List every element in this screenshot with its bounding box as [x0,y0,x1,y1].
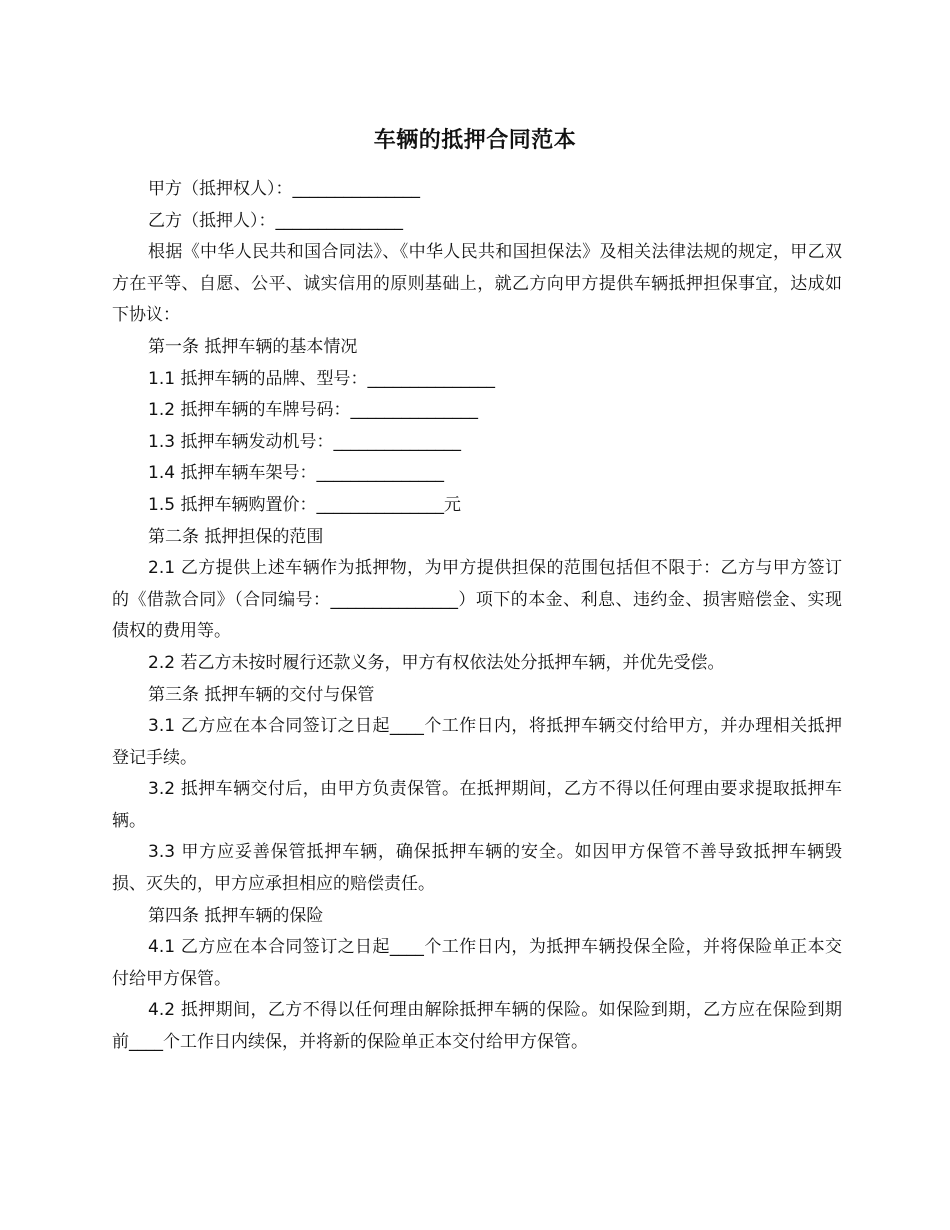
clause-3-3: 3.3 甲方应妥善保管抵押车辆，确保抵押车辆的安全。如因甲方保管不善导致抵押车辆毁损、灭失的，甲方应承担相应的赔偿责任。 [112,842,842,895]
clause-1-2: 1.2 抵押车辆的车牌号码：_______________ [148,400,478,421]
clause-3-1: 3.1 乙方应在本合同签订之日起____个工作日内，将抵押车辆交付给甲方，并办理相关抵押登记手续。 [112,716,842,768]
article-1-heading: 第一条 抵押车辆的基本情况 [148,336,358,357]
clause-2-1: 2.1 乙方提供上述车辆作为抵押物，为甲方提供担保的范围包括但不限于：乙方与甲方签订的《借款合同》（合同编号：_______________）项下的本金、利息、违约金、损害赔偿金、实现债权的费用等。 [112,558,842,642]
article-4-heading: 第四条 抵押车辆的保险 [148,905,324,926]
clause-1-4: 1.4 抵押车辆车架号：_______________ [148,463,444,484]
party-b-line: 乙方（抵押人）：_______________ [148,210,403,231]
article-3-heading: 第三条 抵押车辆的交付与保管 [148,684,375,705]
document-title: 车辆的抵押合同范本 [373,128,577,153]
preamble-paragraph: 根据《中华人民共和国合同法》、《中华人民共和国担保法》及相关法律法规的规定，甲乙双方在平等、自愿、公平、诚实信用的原则基础上，就乙方向甲方提供车辆抵押担保事宜，达成如下协议： [112,242,842,326]
article-2-heading: 第二条 抵押担保的范围 [148,526,324,547]
clause-4-2: 4.2 抵押期间，乙方不得以任何理由解除抵押车辆的保险。如保险到期，乙方应在保险到期前____个工作日内续保，并将新的保险单正本交付给甲方保管。 [112,1000,842,1053]
document-body [112,174,842,1059]
clause-3-2: 3.2 抵押车辆交付后，由甲方负责保管。在抵押期间，乙方不得以任何理由要求提取抵押车辆。 [112,779,842,831]
clause-1-5: 1.5 抵押车辆购置价：_______________元 [148,494,461,515]
party-a-line: 甲方（抵押权人）：_______________ [148,179,420,199]
clause-1-1: 1.1 抵押车辆的品牌、型号：_______________ [148,368,495,389]
clause-2-2: 2.2 若乙方未按时履行还款义务，甲方有权依法处分抵押车辆，并优先受偿。 [148,652,725,673]
clause-4-1: 4.1 乙方应在本合同签订之日起____个工作日内，为抵押车辆投保全险，并将保险单正本交付给甲方保管。 [112,937,842,989]
clause-1-3: 1.3 抵押车辆发动机号：_______________ [148,431,461,452]
